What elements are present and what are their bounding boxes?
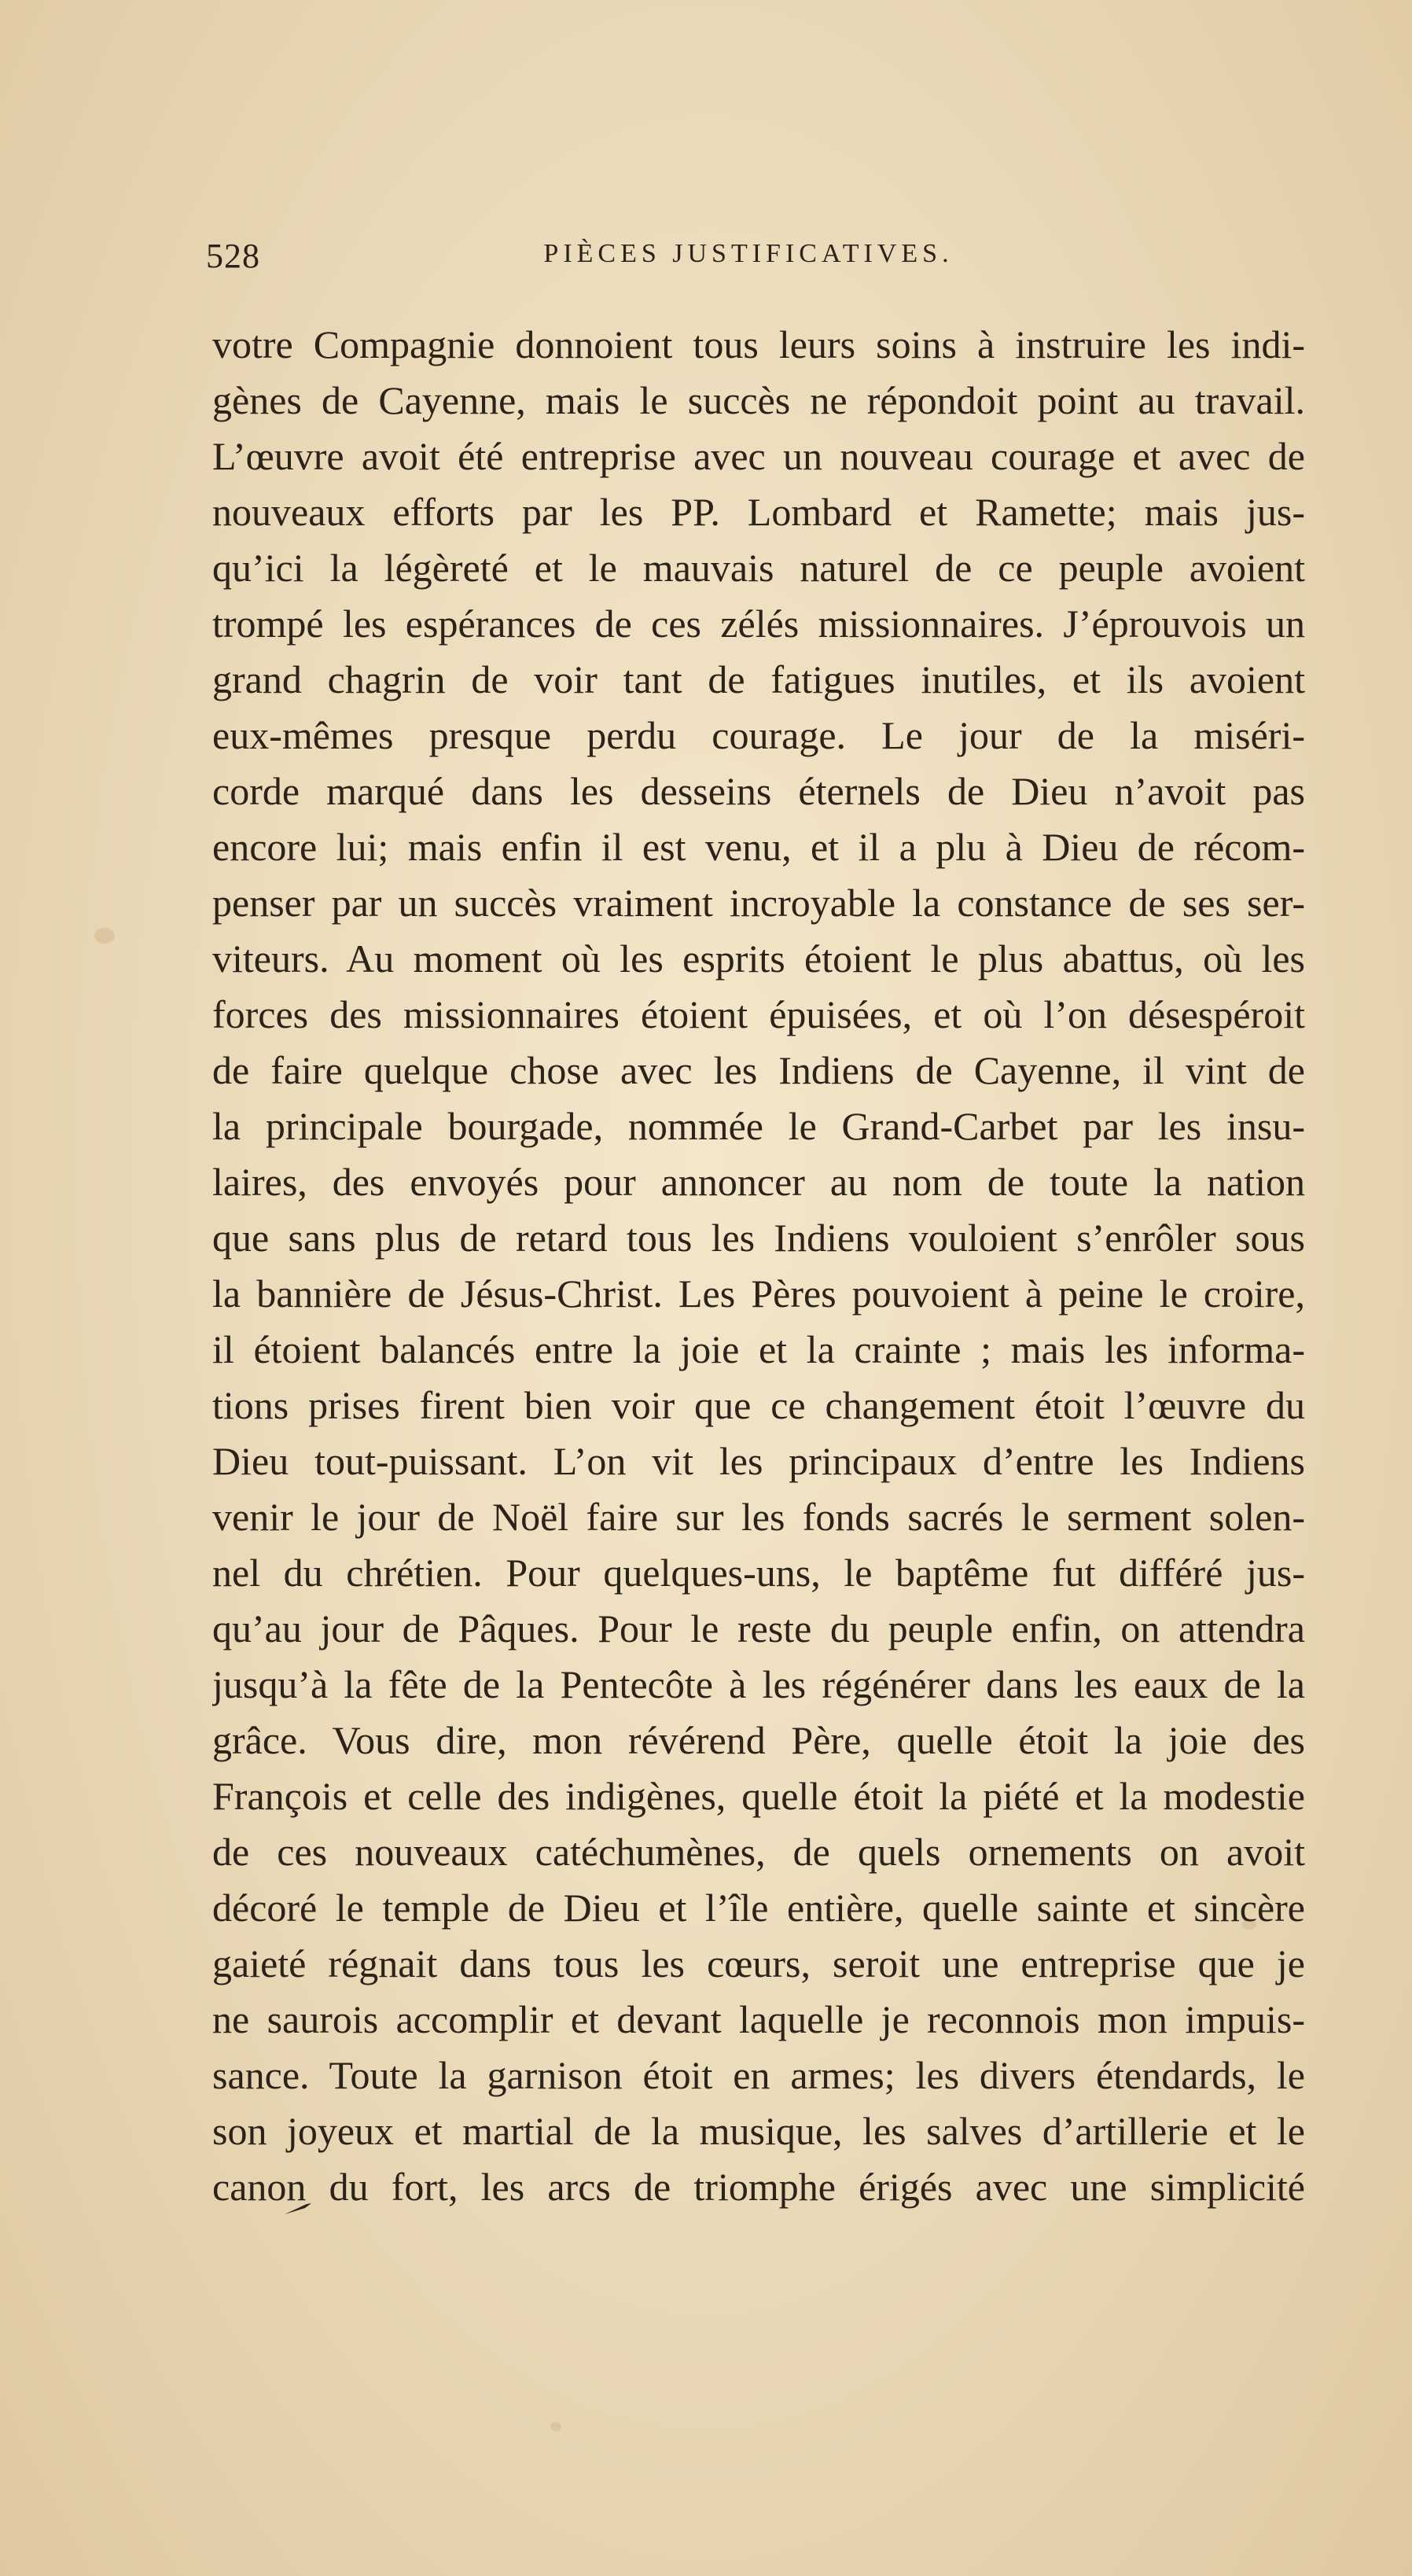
text-line: grand chagrin de voir tant de fatigues inutiles, et ils avoient (212, 657, 1305, 701)
body-text (212, 317, 1305, 2215)
paper-stain (550, 2422, 561, 2431)
text-line: gènes de Cayenne, mais le succès ne répondoit point au travail. (212, 378, 1305, 422)
text-line: votre Compagnie donnoient tous leurs soins à instruire les indi- (212, 322, 1305, 366)
text-line: penser par un succès vraiment incroyable la constance de ses ser- (212, 881, 1305, 925)
text-line: encore lui; mais enfin il est venu, et il a plu à Dieu de récom- (212, 825, 1305, 869)
text-line: que sans plus de retard tous les Indiens vouloient s’enrôler sous (212, 1216, 1305, 1260)
running-head (206, 236, 1291, 283)
text-line: son joyeux et martial de la musique, les salves d’artillerie et le (212, 2109, 1305, 2153)
text-line: corde marqué dans les desseins éternels de Dieu n’avoit pas (212, 769, 1305, 813)
text-line: de ces nouveaux catéchumènes, de quels ornements on avoit (212, 1830, 1305, 1874)
text-line: trompé les espérances de ces zélés missionnaires. J’éprouvois un (212, 602, 1305, 646)
text-line: jusqu’à la fête de la Pentecôte à les régénérer dans les eaux de la (212, 1662, 1305, 1706)
text-line: ne saurois accomplir et devant laquelle je reconnois mon impuis- (212, 1997, 1305, 2041)
text-line: de faire quelque chose avec les Indiens de Cayenne, il vint de (212, 1048, 1305, 1092)
text-line: nouveaux efforts par les PP. Lombard et Ramette; mais jus- (212, 490, 1305, 534)
text-line: nel du chrétien. Pour quelques-uns, le baptême fut différé jus- (212, 1551, 1305, 1595)
running-title: PIÈCES JUSTIFICATIVES. (543, 239, 954, 268)
text-line: L’œuvre avoit été entreprise avec un nouveau courage et avec de (212, 434, 1305, 478)
paper-stain (94, 928, 115, 944)
text-line: eux-mêmes presque perdu courage. Le jour de la miséri- (212, 713, 1305, 757)
text-line: gaieté régnait dans tous les cœurs, seroit une entreprise que je (212, 1941, 1305, 1985)
text-line: grâce. Vous dire, mon révérend Père, quelle étoit la joie des (212, 1718, 1305, 1762)
text-line: Dieu tout-puissant. L’on vit les principaux d’entre les Indiens (212, 1439, 1305, 1483)
text-line: la principale bourgade, nommée le Grand-Carbet par les insu- (212, 1104, 1305, 1148)
text-line: canon du fort, les arcs de triomphe érigés avec une simplicité (212, 2165, 1305, 2209)
text-line: viteurs. Au moment où les esprits étoient le plus abattus, où les (212, 937, 1305, 981)
text-line: il étoient balancés entre la joie et la crainte ; mais les informa- (212, 1327, 1305, 1371)
text-line: venir le jour de Noël faire sur les fonds sacrés le serment solen- (212, 1495, 1305, 1539)
text-line: tions prises firent bien voir que ce changement étoit l’œuvre du (212, 1383, 1305, 1427)
page-number: 528 (206, 237, 260, 275)
text-line: qu’au jour de Pâques. Pour le reste du peuple enfin, on attendra (212, 1606, 1305, 1650)
text-line: décoré le temple de Dieu et l’île entière, quelle sainte et sincère (212, 1886, 1305, 1930)
text-line: qu’ici la légèreté et le mauvais naturel de ce peuple avoient (212, 546, 1305, 590)
text-line: forces des missionnaires étoient épuisées, et où l’on désespéroit (212, 992, 1305, 1036)
ink-mark (283, 2202, 314, 2216)
text-line: François et celle des indigènes, quelle étoit la piété et la modestie (212, 1774, 1305, 1818)
text-line: la bannière de Jésus-Christ. Les Pères pouvoient à peine le croire, (212, 1271, 1305, 1316)
text-line: sance. Toute la garnison étoit en armes; les divers étendards, le (212, 2053, 1305, 2097)
text-line: laires, des envoyés pour annoncer au nom de toute la nation (212, 1160, 1305, 1204)
